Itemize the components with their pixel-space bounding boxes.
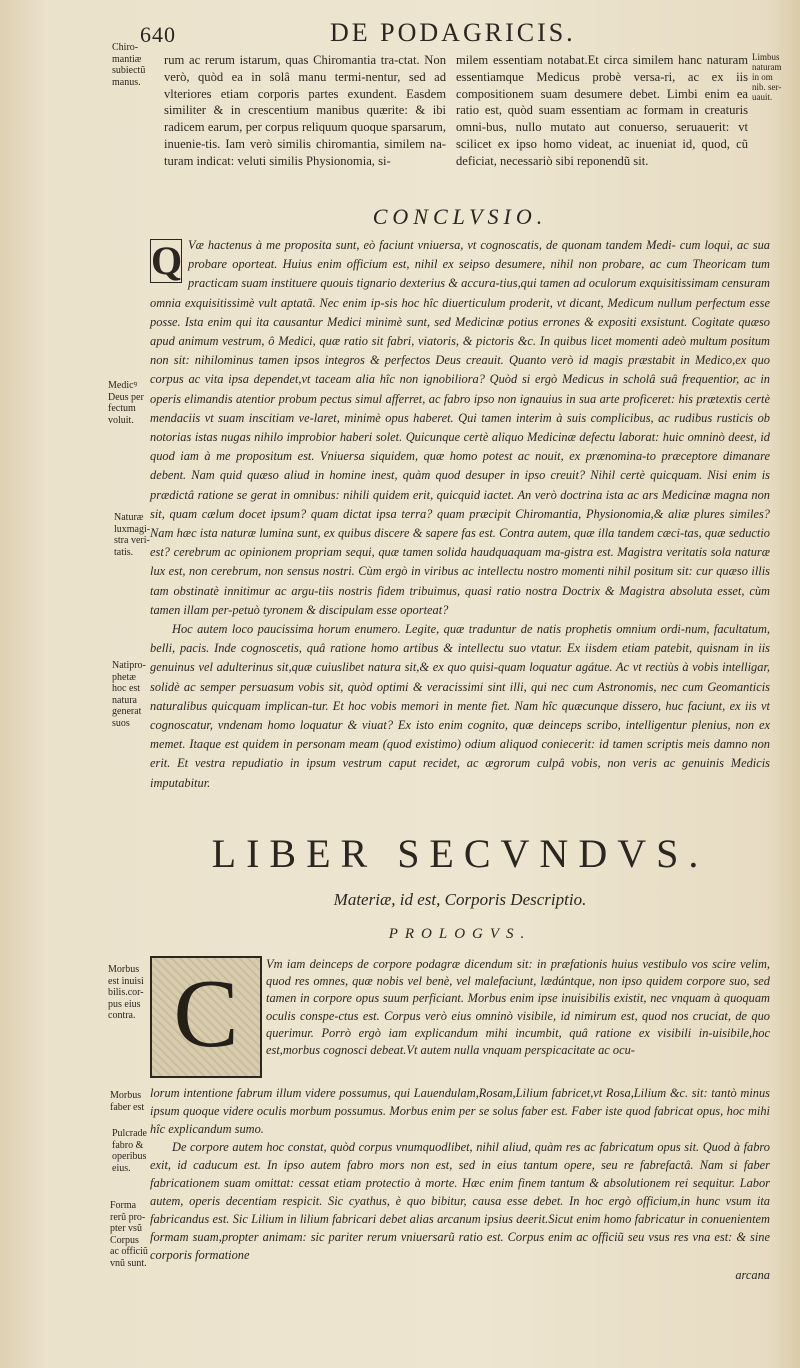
sidenote-pulcra: Pulcrade fabro & operibus eius. (112, 1128, 147, 1174)
sidenote-chiromantia: Chiro- mantiæ subiectũ manus. (112, 42, 146, 88)
conclusio-lead: Væ hactenus à me proposita sunt, eò faciunt vniuersa, vt cognoscatis, de quonam tandem Medi- (188, 238, 676, 252)
column-right-text: milem essentiam notabat.Et circa similem hanc naturam essentiamque Medicus probè versa-ri, ac ex iis compositionem suam desumere debet. Limbi enim ea ratio est, quòd suam essentiam ac formam in creaturis omni-bus, nullo mutato aut conuerso, seruauerit: vt scilicet ex ipso homo videat, ac inueniat id, quod, cũ deficiat, necessariò sibi reponendũ sit. (456, 53, 748, 168)
sidenote-medicus: Medicꝰ Deus per fectum voluit. (108, 380, 144, 426)
sidenote-morbus-faber: Morbus faber est (110, 1090, 145, 1113)
sidenote-natiprophetae: Natipro- phetæ hoc est natura generat suos (112, 660, 146, 729)
ornamental-initial (150, 956, 262, 1078)
prologus-text-beside (266, 956, 770, 1059)
column-left-text: rum ac rerum istarum, quas Chiromantia tra-ctat. Non verò, quòd ea in solâ manu termi-nentur, sed ad vlteriores etiam corporis partes exundent. Easdem similiter & in crescentium manibus quærite: & ibi radicem earum, per corpus reliquum quoque sparsarum, inuenie-tis. Iam verò similis chiromantia, similem na-turam indicat: veluti similis Physionomia, si- (164, 53, 446, 168)
prologus-text-full (150, 1084, 770, 1284)
dropcap-q: Q (151, 238, 183, 283)
page-number: 640 (140, 22, 176, 47)
catchword: arcana (735, 1268, 770, 1282)
prologus-text-beside-p: Vm iam deinceps de corpore podagræ dicendum sit: in præfationis huius vestibulo vos scire velim, quod res omnes, quæ nobis vel benè, vel malefaciunt, lædúntque, non ipso quidem corpore suo, sed tamen in corpore opus suum perficiant. Morbus enim ipse inuisibilis existit, nec vnquam à quoquam oculis conspe-ctus est. Corpus verò eius omninò visibile, id nimirum est, quod nos cruciat, de quo querimur. Porrò ergò iam explicandum mihi incumbit, quâ ratione ex visibili in-uisibile,hoc est,morbus cognosci debeat.Vt autem nulla vnquam perspicacitate ac ocu- (266, 957, 770, 1058)
ornamental-letter-c: C (173, 960, 239, 1068)
sidenote-forma: Forma rerũ pro- pter vsũ Corpus ac officiũ vnũ sunt. (110, 1200, 148, 1269)
liber-heading: LIBER SECVNDVS. (211, 831, 709, 876)
liber-subheading: Materiæ, id est, Corporis Descriptio. (333, 890, 587, 909)
sidenote-limbus: Limbus naturam in om nib. ser- uauit. (752, 52, 782, 102)
prologus-paragraph-b: De corpore autem hoc constat, quòd corpus vnumquodlibet, nihil aliud, quàm res ac fabricatum opus sit. Quod à fabro exit, id caducum est. In ipso autem fabro mors non est, sed in eius tantum opere, seu re fabrefactâ. Nam si faber fabricationem suam omittat: cessat etiam protectio à morte. Hæc enim finem tantum & absolutionem rei sequitur. Labor autem, operis decentiam respicit. Sic cyathus, è quo bibitur, causa esse debet. In hoc ergò officium,in hunc vsum ita fabricandus est. Sic Lilium in lilium fabricari debet alias arcanum ipsius deerit.Sicut enim homo fabricatur in conuenientem formam suam,propter animam: sic pariter rerum vniuersarũ ratio est. Corpus enim ac officiũ seu vsus res vna est: & sine corporis formatione (150, 1140, 770, 1262)
column-right (456, 52, 748, 170)
running-title: DE PODAGRICIS. (330, 18, 576, 47)
column-left (164, 52, 446, 170)
running-head (140, 18, 700, 52)
sidenote-natura: Naturæ luxmagi- stra veri- tatis. (114, 512, 151, 558)
prologus-heading: PROLOGVS. (388, 926, 532, 942)
conclusio-heading: CONCLVSIO. (372, 204, 548, 229)
conclusio-paragraph-1: cum loqui, ac sua probare oporteat. Huius enim officium est, nihil ex seipso desumere, nihil non probare, ac cum Theoricam tum practicam suam instituere quouis tignario dexterius & accura-tius,qui tamen ad oculorum exquisitissimam censuram omnia exquisitissimè vult aptatã. Nec enim ip-sis hoc hîc diuerticulum proderit, vt dicant, Medicum nullum perfectum esse posse. Ista enim qui ita causantur Medici minimè sunt, sed Medicinæ potius errones & expositi exsistunt. Cogitate quæso apud animum vestrum, ô Medici, quæ ratio sit fabri, viatoris, & pictoris &c. In quibus licet momenti adeò multum positum non sit: nihilominus tamen ipsos integros & perfectos Deus creauit. Quanto verò id magis præstabit in Medico,ex quo corpus ac vita ipsa dependet,vt taceam alia hîc non ignobiliora? Quòd si ergò Medicus in scholâ suâ frequentior, ac in operis elimandis atentior probum pectus simul afferret, ac fabro ipso non ignauius in sua arte proficeret: his prætextis certè mendaciis vt suam inscitiam ve-laret, minimè opus haberet. Qui tamen interim à suis complicibus, ac rudibus rusticis ob notorias istas nugas nihilo improbior haberi solet. Quicunque certè aliquo Medicinæ defectu laborat: huic omninò deest, id quod iam à me propositum est. Vniuersa siquidem, quæ homo potest ac nouit, ex prænomina-to præceptore dimanare debent. Nam quid quæso aliud in homine inest, quàm quod desuper in ipso creuit? Nihil certè quicquam. Nisi enim is prædictâ ratione se gerat in omnibus: nihili quidem erit, quicquid iactet. An verò doctrina ista ac ars Medicinæ magna non sit, quam cælum docet ipsum? quam dictat ipsa terra? quam præcipit Chiromantia, Physionomia,& aliæ plures similes? Nam hæc ista naturæ lumina sunt, ex quibus discere & sapere fas est. Contra autem, quæ illa tandem cæci-tas, quæ seductio est? cerebrum ac opinionem propriam sequi, quæ tamen solida haudquaquam ma-gistra est. Magistra veritatis sola naturæ lux est, non cerebrum, non sensus nostri. Cùm ergò in viribus ac intellectu nostro momenti nihil positum sit: cur quæso illis tam obstinatè innitimur ac argu-tiis nostris fidem tribuimus, quasi ratio nostra Doctrix & Magistra absoluta esset, cùm tamen illam per-petuò tyronem & discipulam esse oporteat? (150, 238, 770, 617)
sidenote-morbus-invisibilis: Morbus est inuisi bilis.cor- pus eius contra. (108, 964, 144, 1021)
conclusio-text (150, 236, 770, 793)
conclusio-paragraph-2: Hoc autem loco paucissima horum enumero. Legite, quæ traduntur de natis prophetis omnium ordi-num, facultatum, belli, pacis. Inde cognoscetis, quâ ratione homo artibus & intellectu suo vtatur. Ex iisdem etiam patebit, quisnam in iis genuinus vel adulterinus sit,quæ cuiuslibet natura sit,& ex quo quisi-quam loquatur agátue. Ac vt rectiùs à vobis intelligar, solidè ac semper persuasum vobis sit, quòd optimi & veracissimi sint illi, qui nec cum Astronomis, nec cum Geomanticis naturalibus quicquam implican-tur. Et hoc vobis memori in mente fiet. Nam hîc quæcunque dissero, huc faciunt, ex iis vt cognoscatur, vndenam homo loquatur & viuat? Ex isto enim cognito, quæ deinceps scribo, intelligentur plenius, non ex memet. Itaque est quidem in personam meam (quod existimo) odium aliquod coniecerit: id tamen scriptis meis damno non erit. Et vestra repudiatio in ipsum vestrum caput recidet, ac ægrorum culpâ vobis, non veris ac genuinis Medicis imputabitur. (150, 622, 770, 790)
prologus-paragraph-a: lorum intentione fabrum illum videre possumus, qui Lauendulam,Rosam,Lilium fabricet,vt Rosa,Lilium &c. sit: tantò minus ipsum quoque videre oculis morbum possumus. Morbus enim per se solus faber est. Faber iste quod fabricat opus, hoc mihi hîc explicandum sumo. (150, 1086, 770, 1136)
